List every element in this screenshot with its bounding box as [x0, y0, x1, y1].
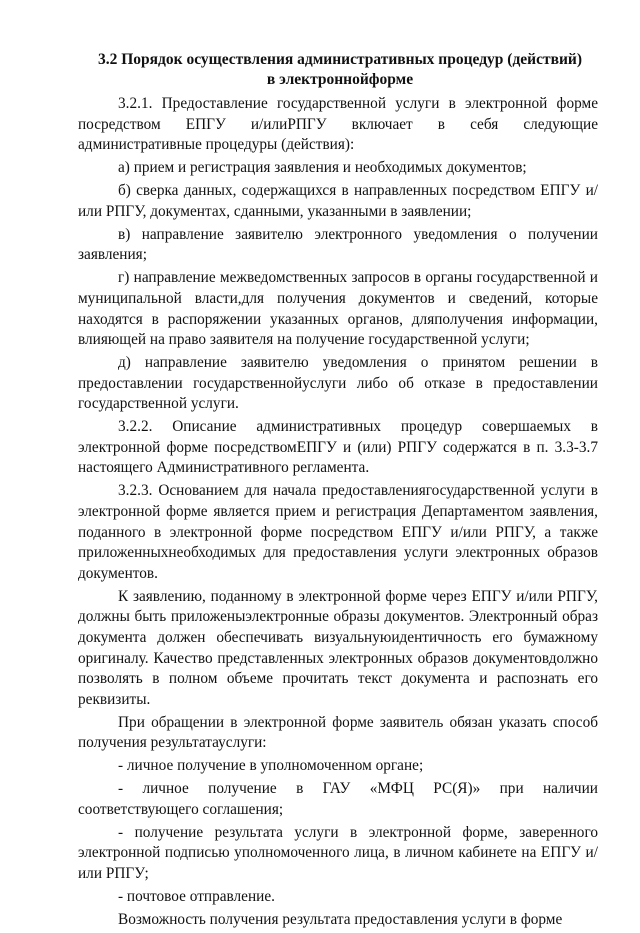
section-heading-line-2: в электроннойформе: [266, 71, 414, 88]
list-item-d: д) направление заявителю уведомления о принятом решении в предоставлении государственнойуслуги либо об отказе в предоставлении государственной услуги.: [78, 354, 598, 413]
section-heading: [80, 50, 600, 90]
result-option-post: - почтовое отправление.: [118, 888, 275, 906]
result-option-authority: - личное получение в уполномоченном органе;: [118, 757, 424, 775]
result-option-electronic: - получение результата услуги в электронной форме, заверенного электронной подписью уполномоченного лица, в личном кабинете на ЕПГУ и/или РПГУ;: [78, 823, 598, 883]
document-body: [78, 94, 598, 933]
paragraph-result-method: При обращении в электронной форме заявитель обязан указать способ получения результатауслуги:: [78, 713, 598, 752]
result-option-mfc: - личное получение в ГАУ «МФЦ РС(Я)» при наличии соответствующего соглашения;: [78, 780, 598, 818]
list-item-v: в) направление заявителю электронного уведомления о получении заявления;: [78, 225, 598, 264]
paragraph-possibility: Возможность получения результата предоставления услуги в форме: [118, 911, 563, 929]
list-item-g: г) направление межведомственных запросов в органы государственной и муниципальной власти,для получения документов и сведений, которые находятся в распоряжении указанных органов, дляполучения информации, влияющей на право заявителя на получение государственной услуги;: [78, 269, 598, 349]
paragraph-attachments: К заявлению, поданному в электронной форме через ЕПГУ и/или РПГУ, должны быть приложеныэлектронные образы документов. Электронный образ документа должен обеспечивать визуальнуюидентичность его бумажному оригиналу. Качество представленных электронных образов документовдолжно позволять в полном объеме прочитать текст документа и распознать его реквизиты.: [78, 587, 598, 708]
list-item-a: а) прием и регистрация заявления и необходимых документов;: [118, 159, 527, 177]
list-item-b: б) сверка данных, содержащихся в направленных посредством ЕПГУ и/или РПГУ, документах, сданными, указанными в заявлении;: [78, 182, 598, 220]
paragraph-3-2-1: 3.2.1. Предоставление государственной услуги в электронной форме посредством ЕПГУ и/илиРПГУ включает в себя следующие административные процедуры (действия):: [78, 95, 598, 154]
paragraph-3-2-3: 3.2.3. Основанием для начала предоставлениягосударственной услуги в электронной форме является прием и регистрация Департаментом заявления, поданного в электронной форме посредством ЕПГУ и/или РПГУ, а также приложенныхнеобходимых для предоставления услуги электронных образов документов.: [78, 482, 598, 582]
section-heading-line-1: 3.2 Порядок осуществления административных процедур (действий): [97, 51, 582, 68]
paragraph-3-2-2: 3.2.2. Описание административных процедур совершаемых в электронной форме посредствомЕПГУ и (или) РПГУ содержатся в п. 3.3-3.7 настоящего Административного регламента.: [78, 418, 598, 477]
